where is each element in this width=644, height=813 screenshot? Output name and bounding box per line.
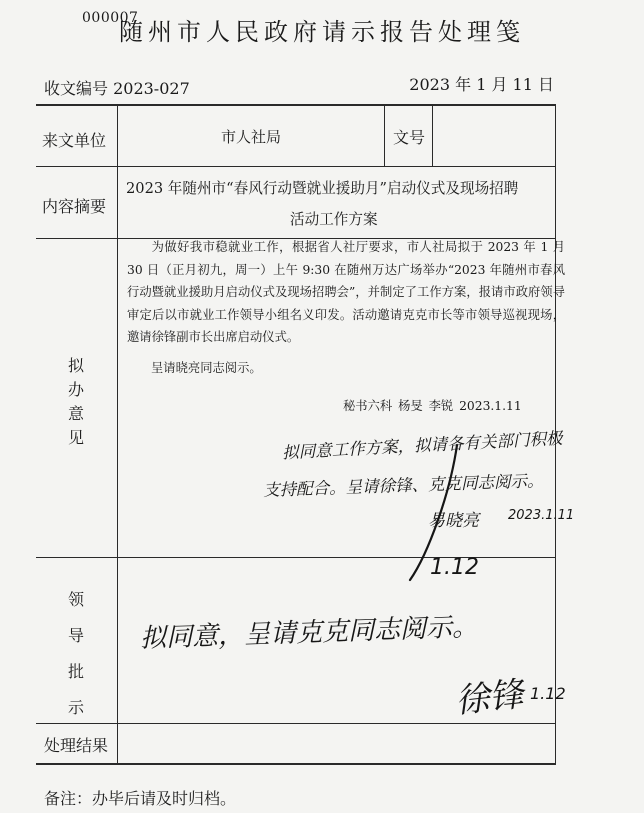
label-column-divider	[117, 105, 118, 764]
leader-handwritten-signature: 徐锋	[453, 674, 526, 722]
table-bottom-rule	[36, 763, 556, 765]
handwritten-opinion-line-1: 拟同意工作方案，拟请各有关部门积极	[281, 428, 563, 463]
proposal-label-char: 意	[67, 404, 84, 423]
receipt-number: 收文编号 2023-027	[44, 79, 190, 98]
proposal-label-char: 见	[67, 428, 84, 447]
handwritten-mark: 1.12	[430, 555, 479, 580]
receipt-date: 2023 年 1 月 11 日	[409, 75, 554, 94]
leader-label-char: 示	[67, 698, 84, 717]
leader-handwritten-instruction: 拟同意，呈请克克同志阅示。	[139, 612, 479, 654]
handwritten-opinion-line-2: 支持配合。呈请徐锋、克克同志阅示。	[262, 471, 544, 500]
serial-number: 000007	[82, 10, 139, 26]
leader-label	[66, 582, 86, 726]
handwritten-signer: 易晓亮	[428, 511, 479, 531]
summary-line-2: 活动工作方案	[290, 211, 378, 228]
row-divider	[36, 723, 556, 724]
check-mark-stroke-icon	[400, 440, 470, 590]
proposal-label-char: 拟	[67, 356, 84, 375]
leader-label-char: 导	[67, 626, 84, 645]
sender-label: 来文单位	[42, 131, 107, 150]
summary-line-1: 2023 年随州市“春风行动暨就业援助月”启动仪式及现场招聘	[126, 180, 519, 197]
result-label: 处理结果	[44, 736, 109, 755]
leader-label-char: 领	[67, 590, 84, 609]
table-top-rule	[36, 104, 556, 106]
sender-value: 市人社局	[221, 128, 282, 146]
leader-handwritten-date: 1.12	[530, 684, 566, 703]
footer-note: 备注：办毕后请及时归档。	[44, 789, 237, 808]
doc-number-label: 文号	[393, 128, 426, 147]
proposal-request: 呈请晓亮同志阅示。	[151, 361, 262, 375]
doc-number-divider	[432, 105, 433, 167]
leader-label-char: 批	[67, 662, 84, 681]
proposal-signature: 秘书六科 杨旻 李锐 2023.1.11	[343, 399, 522, 413]
proposal-label	[66, 354, 86, 450]
proposal-paragraph: 为做好我市稳就业工作，根据省人社厅要求，市人社局拟于 2023 年 1 月 30 日（正月初九，周一）上午 9:30 在随州万达广场举办“2023 年随州市春风行动暨就业援助月启动仪式及现场招聘会”，并制定了工作方案，报请市政府领导审定后以市就业工作领导小组名义印发。活动邀请克克市长等市领导巡视现场，邀请徐锋副市长出席启动仪式。	[127, 240, 565, 345]
doc-number-divider	[384, 105, 385, 167]
row-divider	[36, 166, 556, 167]
summary-label: 内容摘要	[42, 197, 107, 216]
handwritten-date: 2023.1.11	[508, 508, 575, 523]
proposal-label-char: 办	[67, 380, 84, 399]
document-title: 随州市人民政府请示报告处理笺	[119, 18, 525, 46]
